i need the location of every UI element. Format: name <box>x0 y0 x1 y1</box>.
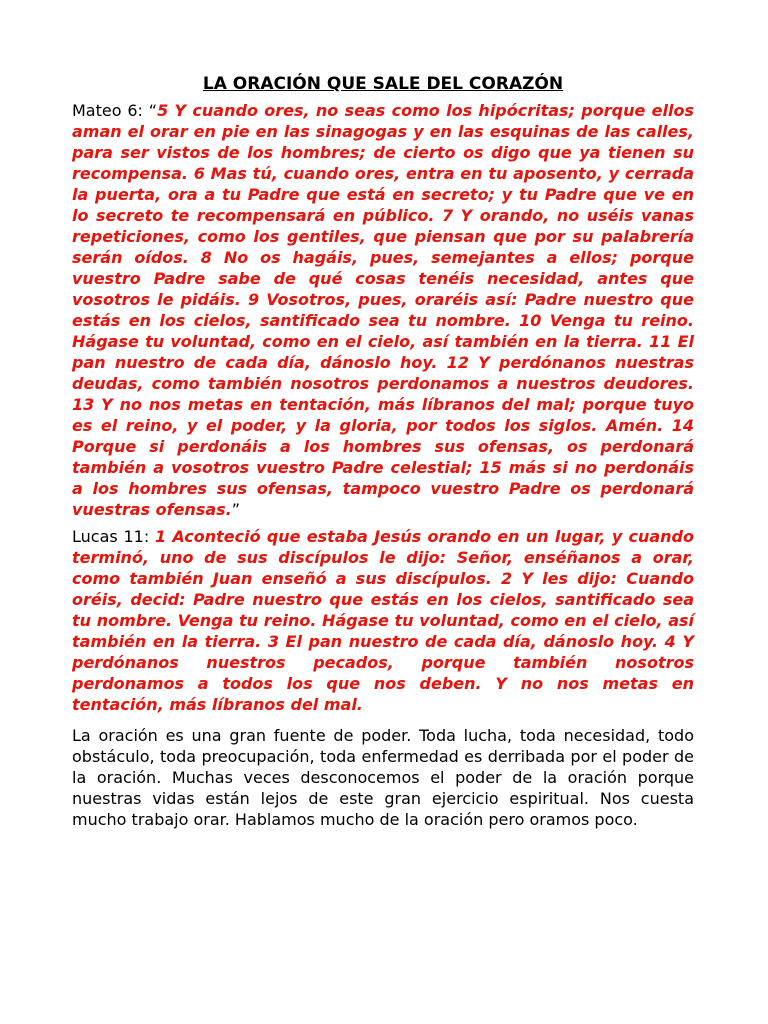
passage-reference: Mateo 6: <box>72 101 149 120</box>
close-quote: ” <box>231 500 241 519</box>
passage-reference: Lucas 11: <box>72 527 155 546</box>
scripture-text: 1 Aconteció que estaba Jesús orando en un lugar, y cuando terminó, uno de sus discípulos le dijo: Señor, enséñanos a orar, como también Juan enseñó a sus discípulos. 2 Y les dijo: Cuando oréis, decid: Padre nuestro que estás en los cielos, santificado sea tu nombre. Venga tu reino. Hágase tu voluntad, como en el cielo, así también en la tierra. 3 El pan nuestro de cada día, dánoslo hoy. 4 Y perdónanos nuestros pecados, porque también nosotros perdonamos a todos los que nos deben. Y no nos metas en tentación, más líbranos del mal. <box>72 527 694 714</box>
scripture-text: 5 Y cuando ores, no seas como los hipócritas; porque ellos aman el orar en pie en las sinagogas y en las esquinas de las calles, para ser vistos de los hombres; de cierto os digo que ya tienen su recompensa. 6 Mas tú, cuando ores, entra en tu aposento, y cerrada la puerta, ora a tu Padre que está en secreto; y tu Padre que ve en lo secreto te recompensará en público. 7 Y orando, no uséis vanas repeticiones, como los gentiles, que piensan que por su palabrería serán oídos. 8 No os hagáis, pues, semejantes a ellos; porque vuestro Padre sabe de qué cosas tenéis necesidad, antes que vosotros le pidáis. 9 Vosotros, pues, oraréis así: Padre nuestro que estás en los cielos, santificado sea tu nombre. 10 Venga tu reino. Hágase tu voluntad, como en el cielo, así también en la tierra. 11 El pan nuestro de cada día, dánoslo hoy. 12 Y perdónanos nuestras deudas, como también nosotros perdonamos a nuestros deudores. 13 Y no nos metas en tentación, más líbranos del mal; porque tuyo es el reino, y el poder, y la gloria, por todos los siglos. Amén. 14 Porque si perdonáis a los hombres sus ofensas, os perdonará también a vosotros vuestro Padre celestial; 15 más si no perdonáis a los hombres sus ofensas, tampoco vuestro Padre os perdonará vuestras ofensas. <box>72 101 694 519</box>
scripture-passage-mateo <box>72 100 694 520</box>
scripture-passage-lucas <box>72 526 694 715</box>
document-body <box>72 72 694 836</box>
open-quote: “ <box>148 101 158 120</box>
body-paragraph: La oración es una gran fuente de poder. Toda lucha, toda necesidad, todo obstáculo, toda preocupación, toda enfermedad es derribada por el poder de la oración. Muchas veces desconocemos el poder de la oración porque nuestras vidas están lejos de este gran ejercicio espiritual. Nos cuesta mucho trabajo orar. Hablamos mucho de la oración pero oramos poco. <box>72 726 694 829</box>
page-title: LA ORACIÓN QUE SALE DEL CORAZÓN <box>202 74 564 94</box>
